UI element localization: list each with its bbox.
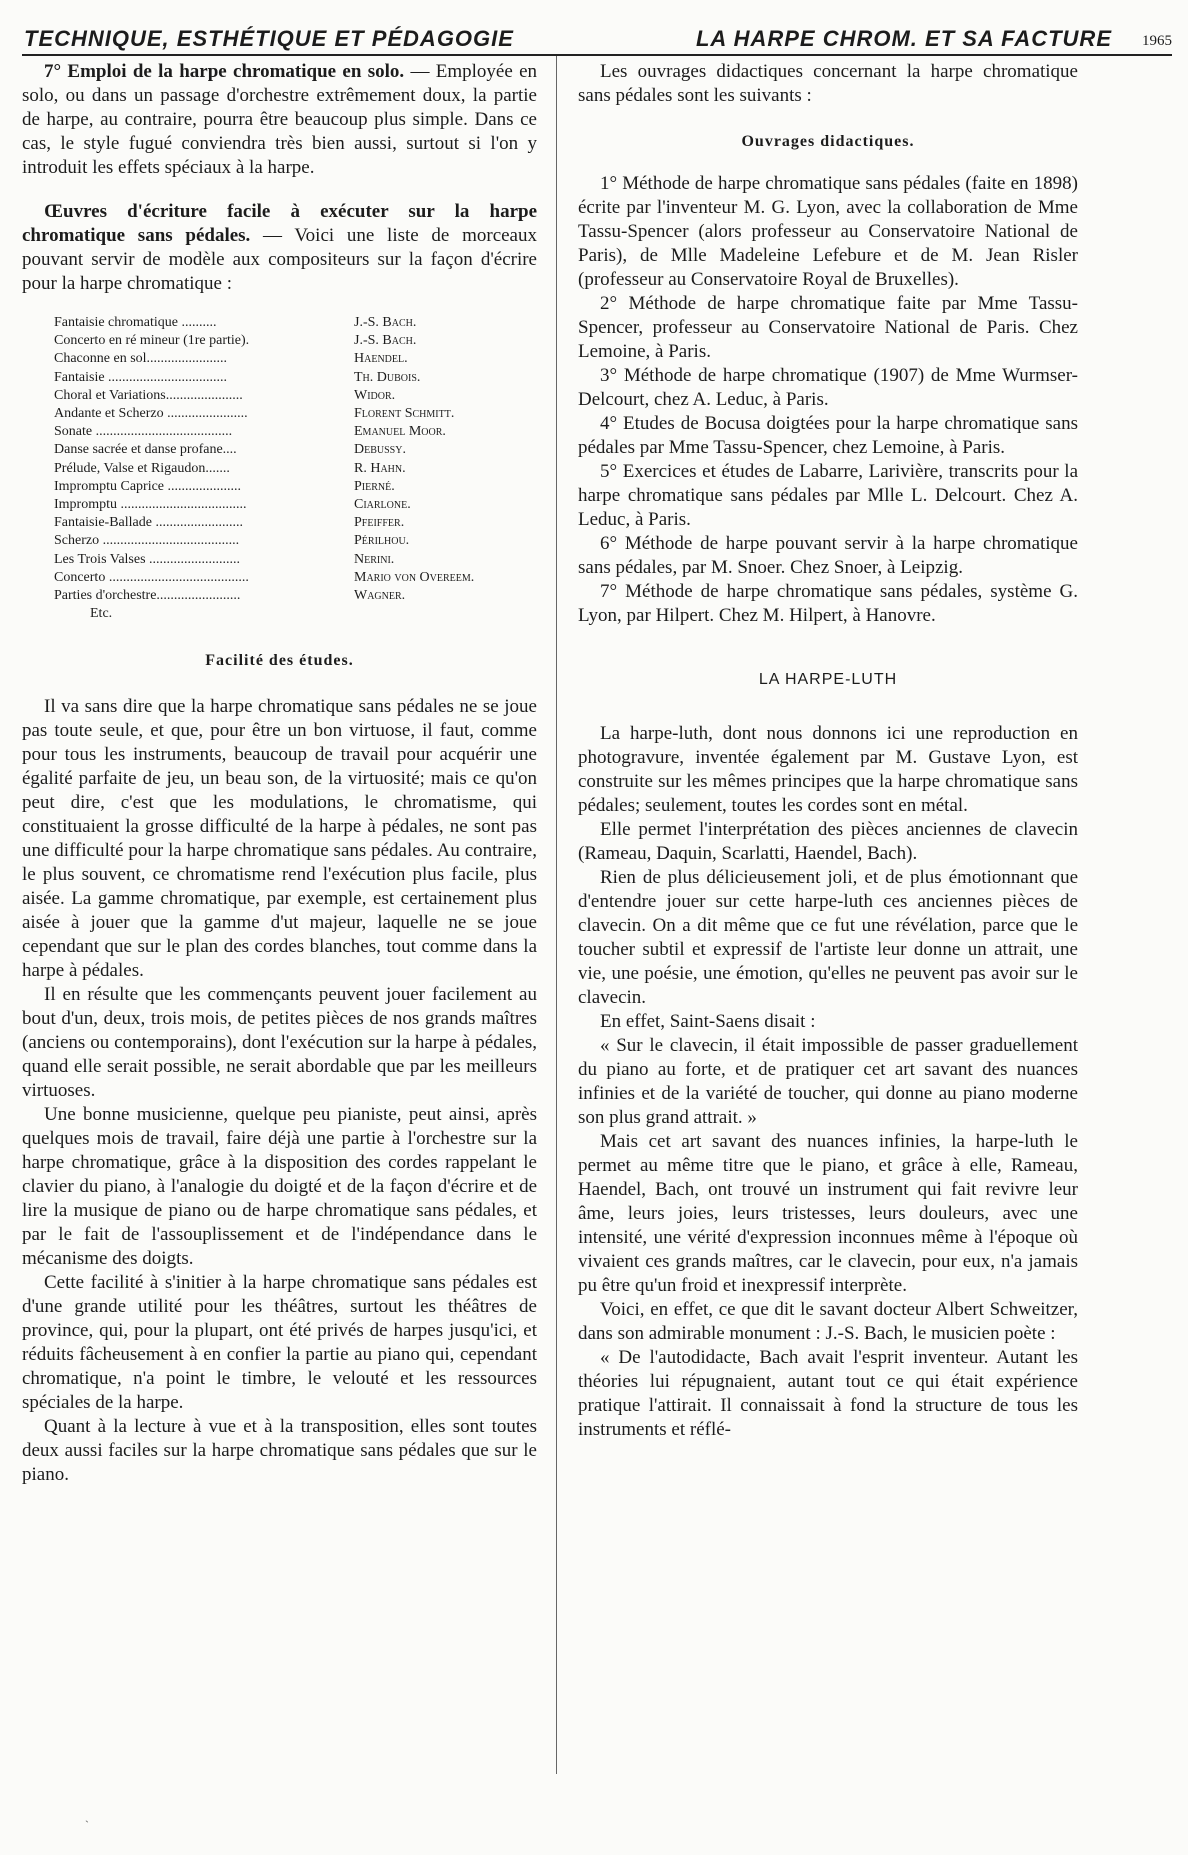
work-composer: J.-S. Bach. [354, 315, 417, 330]
list-item [54, 478, 509, 496]
quote-paragraph: « Sur le clavecin, il était impossible de passer graduellement du piano au forte, et de pratiquer cet art savant des nuances infinies et de la variété de toucher, qui donne au piano moderne son plus grand attrait. » [578, 1035, 1078, 1128]
list-item: 7° Méthode de harpe chromatique sans pédales, système G. Lyon, par Hilpert. Chez M. Hilpert, à Hanovre. [578, 581, 1078, 626]
list-item [54, 314, 509, 332]
list-item [54, 496, 509, 514]
right-column [578, 60, 1078, 1442]
paragraph: Mais cet art savant des nuances infinies, la harpe-luth le permet au même titre que le piano, et grâce à elle, Rameau, Haendel, Bach, ont trouvé un instrument qui fait revivre leur âme, leurs joies, leurs tristesses, leurs douleurs, avec une intensité, une vérité d'expression inconnues même à l'époque où vivaient ces grands maîtres, car le clavecin, pour eux, n'a jamais pu être qu'un froid et inexpressif interprète. [578, 1131, 1078, 1296]
work-composer: R. Hahn. [354, 460, 406, 476]
section-heading-ouvrages: Ouvrages didactiques. [741, 133, 915, 150]
list-item [54, 369, 509, 387]
list-item [54, 350, 509, 368]
paragraph: Une bonne musicienne, quelque peu pianiste, peut ainsi, après quelques mois de travail, faire déjà une partie à l'orchestre sur la harpe chromatique, grâce à la disposition des cordes rappelant le clavier du piano, à l'analogie du doigté et de la façon d'écrire et de lire la musique de piano ou de harpe chromatique sans pédales, et par le fait de l'assouplissement et de l'indépendance dans le mécanisme des doigts. [22, 1104, 537, 1270]
work-composer: Debussy. [354, 442, 406, 458]
work-composer: Pierné. [354, 478, 395, 494]
work-composer: Emanuel Moor. [354, 424, 446, 440]
list-item: 3° Méthode de harpe chromatique (1907) de Mme Wurmser-Delcourt, chez A. Leduc, à Paris. [578, 365, 1078, 410]
paragraph: Voici, en effet, ce que dit le savant docteur Albert Schweitzer, dans son admirable monument : J.-S. Bach, le musicien poète : [578, 1299, 1078, 1344]
header-right-title: LA HARPE CHROM. ET SA FACTURE [695, 26, 1112, 51]
work-title: Fantaisie chromatique .......... [54, 315, 217, 330]
paragraph-intro: Les ouvrages didactiques concernant la harpe chromatique sans pédales sont les suivants : [578, 61, 1078, 106]
work-composer: Wagner. [354, 588, 406, 604]
quote-paragraph: « De l'autodidacte, Bach avait l'esprit inventeur. Autant les théories lui répugnaient, autant tout ce qui était expérience pratique l'attirait. Il connaissait à fond la structure de tous les instruments et réflé- [578, 1347, 1078, 1440]
list-item: 4° Etudes de Bocusa doigtées pour la harpe chromatique sans pédales par Mme Tassu-Spencer, chez Lemoine, à Paris. [578, 413, 1078, 458]
list-item: 2° Méthode de harpe chromatique faite par Mme Tassu-Spencer, professeur au Conservatoire National de Paris. Chez Lemoine, à Paris. [578, 293, 1078, 362]
paragraph: Elle permet l'interprétation des pièces anciennes de clavecin (Rameau, Daquin, Scarlatti, Haendel, Bach). [578, 819, 1078, 864]
works-list [54, 314, 509, 623]
list-item [54, 405, 509, 423]
work-composer: J.-S. Bach. [354, 333, 417, 349]
work-title: Concerto ........................................ [54, 569, 249, 585]
header-left-title: TECHNIQUE, ESTHÉTIQUE ET PÉDAGOGIE [24, 26, 514, 51]
list-item [54, 423, 509, 441]
work-title: Danse sacrée et danse profane.... [54, 442, 237, 458]
work-title: Chaconne en sol....................... [54, 351, 228, 367]
oeuvres-title: Œuvres d'écriture facile à exécuter sur la harpe chromatique sans pédales. [22, 201, 537, 246]
left-column [22, 60, 537, 1487]
paragraph: En effet, Saint-Saens disait : [600, 1011, 816, 1032]
solo-text: — Employée en solo, ou dans un passage d'orchestre extrêmement doux, la partie de harpe, au contraire, pourra être beaucoup plus simple. Dans ce cas, le style fugué conviendra très bien aussi, surtout si l'on y introduit les effets spéciaux à la harpe. [22, 61, 538, 178]
list-item: 1° Méthode de harpe chromatique sans pédales (faite en 1898) écrite par l'inventeur M. G. Lyon, avec la collaboration de Mme Tassu-Spencer (alors professeur au Conservatoire National de Paris), de Mlle Madeleine Lefebure et de M. Jean Risler (professeur au Conservatoire Royal de Bruxelles). [578, 173, 1078, 290]
list-item: 5° Exercices et études de Labarre, Larivière, transcrits pour la harpe chromatique sans pédales par Mlle L. Delcourt. Chez A. Leduc, à Paris. [578, 461, 1078, 530]
work-composer: Nerini. [354, 551, 395, 567]
work-composer: Périlhou. [354, 533, 410, 549]
paragraph: Il va sans dire que la harpe chromatique sans pédales ne se joue pas toute seule, et que, pour être un bon virtuose, il faut, comme pour tous les instruments, beaucoup de travail pour acquérir une égalité parfaite de jeu, un beau son, de la virtuosité; mais ce qu'on peut dire, c'est que les modulations, le chromatisme, qui constituaient la grosse difficulté de la harpe à pédales, ne sont pas une difficulté pour la harpe chromatique sans pédales. Au contraire, le plus souvent, ce chromatisme rend l'exécution plus facile, plus aisée. La gamme chromatique, par exemple, est certainement plus aisée à jouer que la gamme d'ut majeur, laquelle ne se joue cependant que sur le plan des cordes blanches, tout comme dans la harpe à pédales. [22, 696, 537, 982]
work-composer: Pfeiffer. [354, 515, 405, 531]
list-item [54, 441, 509, 459]
section-heading-facilite: Facilité des études. [205, 652, 354, 670]
work-title: Parties d'orchestre........................ [54, 588, 241, 604]
list-item [54, 532, 509, 550]
paragraph: La harpe-luth, dont nous donnons ici une reproduction en photogravure, inventée également par M. Gustave Lyon, est construite sur les mêmes principes que la harpe chromatique sans pédales; seulement, toutes les cordes sont en métal. [578, 723, 1078, 816]
work-title: Sonate ....................................... [54, 424, 233, 440]
work-title: Impromptu .................................... [54, 497, 247, 513]
paragraph-oeuvres [22, 200, 537, 296]
work-title: Andante et Scherzo ....................... [54, 406, 248, 422]
work-title: Fantaisie .................................. [54, 369, 228, 385]
list-item [54, 514, 509, 532]
work-composer: Florent Schmitt. [354, 406, 455, 422]
list-item [54, 460, 509, 478]
column-divider [556, 56, 557, 1774]
list-item [54, 569, 509, 587]
work-composer: Haendel. [354, 351, 408, 367]
paragraph-solo [22, 60, 537, 180]
work-composer: Ciarlone. [354, 497, 411, 513]
oeuvres-text: — Voici une liste de morceaux pouvant servir de modèle aux compositeurs sur la façon d'écrire pour la harpe chromatique : [22, 225, 537, 294]
works-etc: Etc. [90, 606, 113, 622]
running-header [22, 20, 1172, 56]
work-composer: Widor. [354, 387, 396, 403]
work-title: Concerto en ré mineur (1re partie). [54, 333, 250, 349]
work-title: Les Trois Valses .......................... [54, 551, 241, 567]
stray-mark: ` [85, 1818, 89, 1832]
list-item [54, 332, 509, 350]
paragraph: Rien de plus délicieusement joli, et de plus émotionnant que d'entendre jouer sur cette harpe-luth ces anciennes pièces de clavecin. On a dit même que ce fut une révélation, parce que le toucher subtil et expressif de l'artiste leur donne un attrait, une vie, une poésie, une émotion, qu'elles ne peuvent pas avoir sur le clavecin. [578, 867, 1078, 1008]
solo-title: 7° Emploi de la harpe chromatique en solo. [44, 61, 405, 82]
paragraph: Cette facilité à s'initier à la harpe chromatique sans pédales est d'une grande utilité pour les théâtres, surtout les théâtres de province, qui, pour la plupart, ont été privés de harpes jusqu'ici, et réduits fâcheusement à en confier la partie au piano qui, cependant chromatique, n'a point le timbre, le velouté et les ressources spéciales de la harpe. [22, 1272, 537, 1414]
work-composer: Mario von Overeem. [354, 569, 475, 585]
paragraph: Il en résulte que les commençants peuvent jouer facilement au bout d'un, deux, trois mois, de petites pièces de nos grands maîtres (anciens ou contemporains), dont l'exécution sur la harpe à pédales, quand elle serait possible, ne serait abordable que par les meilleurs virtuoses. [22, 984, 537, 1102]
page-number: 1965 [1142, 33, 1172, 49]
list-item [54, 551, 509, 569]
list-item: 6° Méthode de harpe pouvant servir à la harpe chromatique sans pédales, par M. Snoer. Chez Snoer, à Leipzig. [578, 533, 1078, 578]
section-heading-harpe-luth: LA HARPE-LUTH [758, 671, 898, 688]
list-item [54, 587, 509, 605]
work-title: Choral et Variations...................... [54, 387, 243, 403]
work-title: Fantaisie-Ballade ......................... [54, 515, 243, 531]
work-title: Scherzo ....................................... [54, 533, 240, 549]
paragraph: Quant à la lecture à vue et à la transposition, elles sont toutes deux aussi faciles sur la harpe chromatique sans pédales que sur le piano. [22, 1416, 537, 1486]
work-title: Prélude, Valse et Rigaudon....... [54, 460, 230, 476]
work-composer: Th. Dubois. [354, 369, 421, 385]
list-item [54, 387, 509, 405]
work-title: Impromptu Caprice ..................... [54, 478, 242, 494]
